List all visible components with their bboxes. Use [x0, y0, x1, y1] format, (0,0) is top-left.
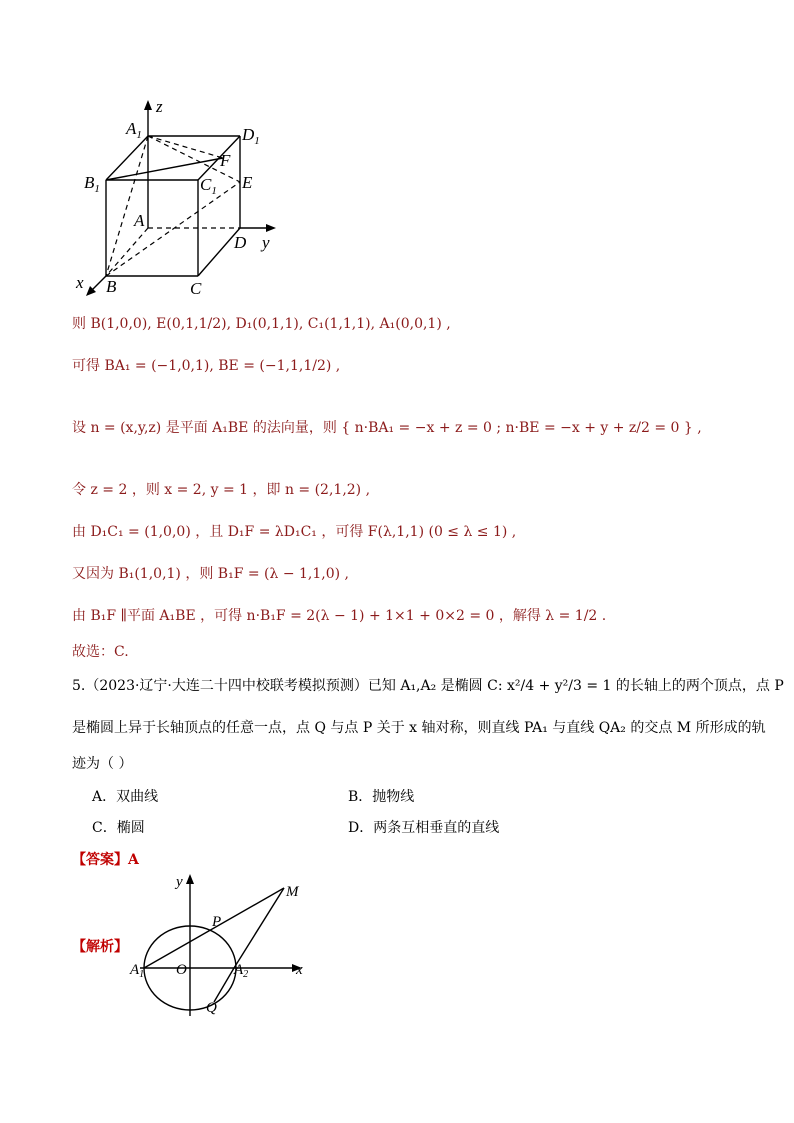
label-a1: $A_1$ [126, 119, 142, 141]
ellipse-label-p: P [212, 914, 222, 930]
solution-line-6: 又因为 B₁(1,0,1) ，则 B₁F = (λ − 1,1,0) , [72, 566, 349, 582]
question-line-1: 5.（2023·辽宁·大连二十四中校联考模拟预测）已知 A₁,A₂ 是椭圆 C: x²/4 + y²/3 = 1 的长轴上的两个顶点，点 P [72, 678, 784, 694]
question-line-3: 迹为（ ） [72, 756, 133, 772]
solution-line-1: 则 B(1,0,0), E(0,1,1/2), D₁(0,1,1), C₁(1,1,1), A₁(0,0,1) , [72, 316, 451, 332]
label-x: x [76, 273, 84, 292]
ellipse-label-y: y [176, 874, 183, 890]
question-line-2: 是椭圆上异于长轴顶点的任意一点，点 Q 与点 P 关于 x 轴对称，则直线 PA₁ 与直线 QA₂ 的交点 M 所形成的轨 [72, 720, 766, 736]
option-a: A．双曲线 [92, 789, 159, 805]
cube-figure [70, 96, 290, 296]
label-b: B [106, 277, 117, 296]
label-c1: $C_1$ [200, 175, 217, 197]
label-d1: $D_1$ [242, 125, 260, 147]
label-z: z [156, 97, 163, 116]
label-e: E [242, 173, 253, 192]
option-d: D．两条互相垂直的直线 [348, 820, 500, 836]
label-b1: $B_1$ [84, 173, 100, 195]
label-a: A [134, 211, 145, 230]
ellipse-label-q: Q [206, 1000, 217, 1016]
solution-line-2: 可得 BA₁ = (−1,0,1), BE = (−1,1,1/2) , [72, 358, 341, 374]
analysis-tag: 【解析】 [72, 939, 128, 955]
label-c: C [190, 279, 202, 296]
ellipse-label-m: M [286, 884, 299, 900]
ellipse-label-a1: $A_1$ [130, 962, 145, 980]
solution-line-4: 令 z = 2 ，则 x = 2, y = 1 ，即 n = (2,1,2) , [72, 482, 371, 498]
answer-tag: 【答案】A [72, 852, 139, 868]
option-c: C．椭圆 [92, 820, 145, 836]
label-d: D [234, 233, 247, 252]
label-f: F [220, 151, 231, 170]
option-b: B．抛物线 [348, 789, 415, 805]
label-y: y [262, 233, 270, 252]
solution-line-3: 设 n = (x,y,z) 是平面 A₁BE 的法向量，则 { n·BA₁ = −x + z = 0 ; n·BE = −x + y + z/2 = 0 } , [72, 420, 702, 436]
solution-line-8: 故选：C. [72, 644, 129, 660]
ellipse-label-a2: $A_2$ [234, 962, 249, 980]
solution-line-5: 由 D₁C₁ = (1,0,0) ，且 D₁F = λD₁C₁ ，可得 F(λ,1,1) (0 ≤ λ ≤ 1) , [72, 524, 517, 540]
ellipse-figure [126, 866, 316, 1018]
ellipse-label-x: x [296, 962, 303, 978]
ellipse-label-o: O [176, 962, 187, 978]
solution-line-7: 由 B₁F ∥平面 A₁BE ，可得 n·B₁F = 2(λ − 1) + 1×1 + 0×2 = 0 ，解得 λ = 1/2 . [72, 608, 607, 624]
